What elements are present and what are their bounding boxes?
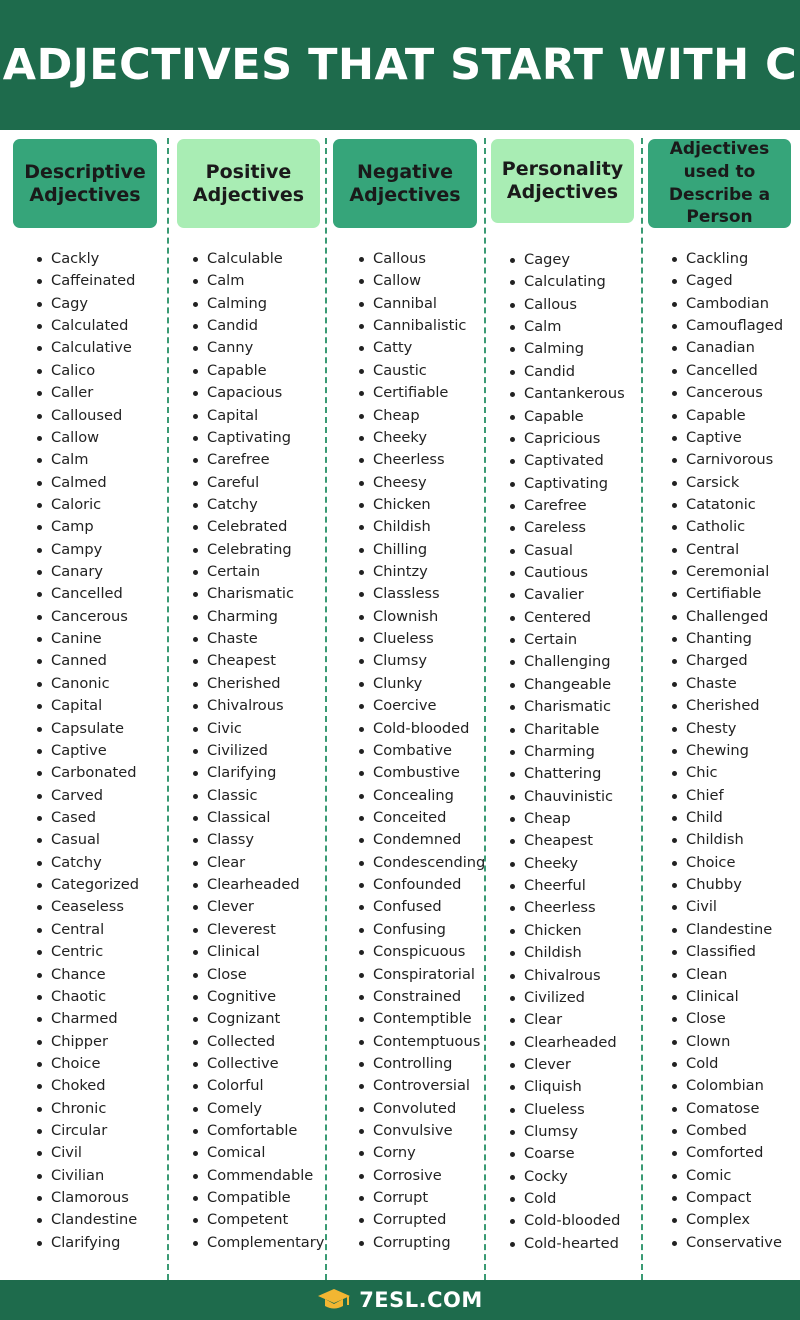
list-item: Canny bbox=[193, 337, 324, 359]
list-item: Certifiable bbox=[672, 583, 783, 605]
list-item: Calming bbox=[193, 293, 324, 315]
list-item: Cognizant bbox=[193, 1008, 324, 1030]
list-item: Candid bbox=[193, 315, 324, 337]
list-item: Casual bbox=[510, 540, 625, 562]
list-item: Capable bbox=[510, 406, 625, 428]
list-item: Combative bbox=[359, 740, 485, 762]
list-item: Ceremonial bbox=[672, 561, 783, 583]
list-item: Canned bbox=[37, 650, 139, 672]
list-item: Comical bbox=[193, 1142, 324, 1164]
list-item: Charitable bbox=[510, 719, 625, 741]
list-item: Chintzy bbox=[359, 561, 485, 583]
list-item: Catholic bbox=[672, 516, 783, 538]
list-item: Careless bbox=[510, 517, 625, 539]
list-item: Calm bbox=[193, 270, 324, 292]
list-item: Chicken bbox=[510, 920, 625, 942]
list-item: Contemptuous bbox=[359, 1031, 485, 1053]
list-item: Charming bbox=[510, 741, 625, 763]
list-item: Cackly bbox=[37, 248, 139, 270]
list-item: Cheeky bbox=[359, 427, 485, 449]
list-item: Catchy bbox=[193, 494, 324, 516]
list-item: Cambodian bbox=[672, 293, 783, 315]
word-columns bbox=[0, 130, 800, 1280]
page-title: ADJECTIVES THAT START WITH C bbox=[2, 40, 798, 90]
list-item: Chivalrous bbox=[510, 965, 625, 987]
list-item: Charismatic bbox=[193, 583, 324, 605]
list-item: Carefree bbox=[510, 495, 625, 517]
list-item: Classic bbox=[193, 785, 324, 807]
list-item: Categorized bbox=[37, 874, 139, 896]
list-item: Convulsive bbox=[359, 1120, 485, 1142]
list-item: Corrupting bbox=[359, 1232, 485, 1254]
list-item: Conceited bbox=[359, 807, 485, 829]
list-item: Chewing bbox=[672, 740, 783, 762]
list-item: Clumsy bbox=[510, 1121, 625, 1143]
list-item: Canine bbox=[37, 628, 139, 650]
list-item: Carved bbox=[37, 785, 139, 807]
list-item: Clownish bbox=[359, 606, 485, 628]
list-item: Compatible bbox=[193, 1187, 324, 1209]
list-item: Canadian bbox=[672, 337, 783, 359]
list-item: Camp bbox=[37, 516, 139, 538]
list-item: Confounded bbox=[359, 874, 485, 896]
list-item: Classy bbox=[193, 829, 324, 851]
list-item: Callous bbox=[359, 248, 485, 270]
list-item: Cocky bbox=[510, 1166, 625, 1188]
list-item: Clarifying bbox=[37, 1232, 139, 1254]
list-item: Cleverest bbox=[193, 919, 324, 941]
list-item: Cancelled bbox=[37, 583, 139, 605]
list-item: Chronic bbox=[37, 1098, 139, 1120]
list-item: Chaste bbox=[193, 628, 324, 650]
list-item: Classical bbox=[193, 807, 324, 829]
list-item: Chicken bbox=[359, 494, 485, 516]
list-item: Callow bbox=[359, 270, 485, 292]
list-item: Calm bbox=[37, 449, 139, 471]
title-banner bbox=[0, 0, 800, 130]
list-item: Changeable bbox=[510, 674, 625, 696]
column-header-descriptive: Descriptive Adjectives bbox=[13, 139, 157, 228]
list-item: Clandestine bbox=[672, 919, 783, 941]
list-item: Clumsy bbox=[359, 650, 485, 672]
list-item: Centered bbox=[510, 607, 625, 629]
list-item: Calculative bbox=[37, 337, 139, 359]
list-item: Centric bbox=[37, 941, 139, 963]
list-item: Cherished bbox=[672, 695, 783, 717]
graduation-cap-icon bbox=[317, 1287, 351, 1313]
list-item: Collected bbox=[193, 1031, 324, 1053]
list-item: Chubby bbox=[672, 874, 783, 896]
list-item: Clueless bbox=[510, 1099, 625, 1121]
list-item: Capable bbox=[672, 405, 783, 427]
list-item: Carnivorous bbox=[672, 449, 783, 471]
list-item: Chivalrous bbox=[193, 695, 324, 717]
list-item: Cheapest bbox=[193, 650, 324, 672]
list-item: Cagy bbox=[37, 293, 139, 315]
list-item: Classless bbox=[359, 583, 485, 605]
list-item: Chesty bbox=[672, 718, 783, 740]
list-item: Chattering bbox=[510, 763, 625, 785]
word-list-person bbox=[672, 248, 783, 1254]
list-item: Central bbox=[672, 539, 783, 561]
footer-banner bbox=[0, 1280, 800, 1320]
list-item: Clown bbox=[672, 1031, 783, 1053]
list-item: Clear bbox=[510, 1009, 625, 1031]
list-item: Cold bbox=[510, 1188, 625, 1210]
list-item: Capital bbox=[193, 405, 324, 427]
list-item: Charged bbox=[672, 650, 783, 672]
list-item: Caustic bbox=[359, 360, 485, 382]
list-item: Certain bbox=[510, 629, 625, 651]
list-item: Conspicuous bbox=[359, 941, 485, 963]
list-item: Chic bbox=[672, 762, 783, 784]
list-item: Chilling bbox=[359, 539, 485, 561]
list-item: Cheap bbox=[510, 808, 625, 830]
list-item: Chief bbox=[672, 785, 783, 807]
list-item: Catchy bbox=[37, 852, 139, 874]
list-item: Camouflaged bbox=[672, 315, 783, 337]
brand-name: 7ESL.COM bbox=[359, 1288, 483, 1312]
list-item: Circular bbox=[37, 1120, 139, 1142]
list-item: Certain bbox=[193, 561, 324, 583]
list-item: Childish bbox=[359, 516, 485, 538]
list-item: Cheap bbox=[359, 405, 485, 427]
list-item: Corrupted bbox=[359, 1209, 485, 1231]
list-item: Childish bbox=[510, 942, 625, 964]
list-item: Clandestine bbox=[37, 1209, 139, 1231]
list-item: Choice bbox=[672, 852, 783, 874]
list-item: Clever bbox=[193, 896, 324, 918]
list-item: Controversial bbox=[359, 1075, 485, 1097]
list-item: Civil bbox=[37, 1142, 139, 1164]
list-item: Clarifying bbox=[193, 762, 324, 784]
list-item: Calmed bbox=[37, 472, 139, 494]
list-item: Clamorous bbox=[37, 1187, 139, 1209]
list-item: Cheeky bbox=[510, 853, 625, 875]
list-item: Competent bbox=[193, 1209, 324, 1231]
list-item: Corny bbox=[359, 1142, 485, 1164]
list-item: Collective bbox=[193, 1053, 324, 1075]
list-item: Complex bbox=[672, 1209, 783, 1231]
list-item: Calm bbox=[510, 316, 625, 338]
list-item: Canonic bbox=[37, 673, 139, 695]
list-item: Clinical bbox=[193, 941, 324, 963]
column-header-negative: Negative Adjectives bbox=[333, 139, 477, 228]
list-item: Cliquish bbox=[510, 1076, 625, 1098]
list-item: Contemptible bbox=[359, 1008, 485, 1030]
list-item: Clearheaded bbox=[193, 874, 324, 896]
list-item: Cognitive bbox=[193, 986, 324, 1008]
list-item: Charmed bbox=[37, 1008, 139, 1030]
list-item: Capsulate bbox=[37, 718, 139, 740]
list-item: Close bbox=[672, 1008, 783, 1030]
list-item: Convoluted bbox=[359, 1098, 485, 1120]
list-item: Captivating bbox=[193, 427, 324, 449]
list-item: Cackling bbox=[672, 248, 783, 270]
column-person bbox=[0, 130, 800, 1280]
list-item: Clear bbox=[193, 852, 324, 874]
list-item: Comfortable bbox=[193, 1120, 324, 1142]
list-item: Chauvinistic bbox=[510, 786, 625, 808]
list-item: Calico bbox=[37, 360, 139, 382]
list-item: Cantankerous bbox=[510, 383, 625, 405]
list-item: Capital bbox=[37, 695, 139, 717]
list-item: Conservative bbox=[672, 1232, 783, 1254]
list-item: Chanting bbox=[672, 628, 783, 650]
list-item: Clean bbox=[672, 964, 783, 986]
list-item: Civilized bbox=[510, 987, 625, 1009]
list-item: Childish bbox=[672, 829, 783, 851]
list-item: Calloused bbox=[37, 405, 139, 427]
list-item: Commendable bbox=[193, 1165, 324, 1187]
list-item: Conspiratorial bbox=[359, 964, 485, 986]
list-item: Compact bbox=[672, 1187, 783, 1209]
list-item: Certifiable bbox=[359, 382, 485, 404]
list-item: Cheesy bbox=[359, 472, 485, 494]
list-item: Challenged bbox=[672, 606, 783, 628]
list-item: Cancerous bbox=[672, 382, 783, 404]
list-item: Campy bbox=[37, 539, 139, 561]
list-item: Cannibalistic bbox=[359, 315, 485, 337]
list-item: Calculating bbox=[510, 271, 625, 293]
list-item: Condescending bbox=[359, 852, 485, 874]
list-item: Capricious bbox=[510, 428, 625, 450]
list-item: Concealing bbox=[359, 785, 485, 807]
list-item: Cancerous bbox=[37, 606, 139, 628]
list-item: Clunky bbox=[359, 673, 485, 695]
list-item: Child bbox=[672, 807, 783, 829]
list-item: Captive bbox=[672, 427, 783, 449]
list-item: Colorful bbox=[193, 1075, 324, 1097]
list-item: Cheapest bbox=[510, 830, 625, 852]
list-item: Civilian bbox=[37, 1165, 139, 1187]
list-item: Captive bbox=[37, 740, 139, 762]
list-item: Carbonated bbox=[37, 762, 139, 784]
list-item: Civic bbox=[193, 718, 324, 740]
list-item: Combustive bbox=[359, 762, 485, 784]
list-item: Comic bbox=[672, 1165, 783, 1187]
list-item: Captivated bbox=[510, 450, 625, 472]
list-item: Caffeinated bbox=[37, 270, 139, 292]
list-item: Cannibal bbox=[359, 293, 485, 315]
list-item: Capacious bbox=[193, 382, 324, 404]
list-item: Chaotic bbox=[37, 986, 139, 1008]
list-item: Cautious bbox=[510, 562, 625, 584]
list-item: Capable bbox=[193, 360, 324, 382]
brand-logo[interactable] bbox=[317, 1287, 483, 1313]
list-item: Civilized bbox=[193, 740, 324, 762]
list-item: Cancelled bbox=[672, 360, 783, 382]
list-item: Calming bbox=[510, 338, 625, 360]
list-item: Cheerless bbox=[359, 449, 485, 471]
column-header-personality: Personality Adjectives bbox=[491, 139, 634, 223]
list-item: Carefree bbox=[193, 449, 324, 471]
list-item: Celebrated bbox=[193, 516, 324, 538]
list-item: Charismatic bbox=[510, 696, 625, 718]
list-item: Callow bbox=[37, 427, 139, 449]
list-item: Complementary bbox=[193, 1232, 324, 1254]
list-item: Coercive bbox=[359, 695, 485, 717]
list-item: Choked bbox=[37, 1075, 139, 1097]
list-item: Clearheaded bbox=[510, 1032, 625, 1054]
list-item: Clever bbox=[510, 1054, 625, 1076]
list-item: Celebrating bbox=[193, 539, 324, 561]
list-item: Chaste bbox=[672, 673, 783, 695]
list-item: Caged bbox=[672, 270, 783, 292]
list-item: Close bbox=[193, 964, 324, 986]
list-item: Cold-blooded bbox=[359, 718, 485, 740]
list-item: Careful bbox=[193, 472, 324, 494]
list-item: Cold-hearted bbox=[510, 1233, 625, 1255]
list-item: Carsick bbox=[672, 472, 783, 494]
list-item: Cavalier bbox=[510, 584, 625, 606]
column-header-person: Adjectives used to Describe a Person bbox=[648, 139, 791, 228]
list-item: Clinical bbox=[672, 986, 783, 1008]
list-item: Constrained bbox=[359, 986, 485, 1008]
list-item: Catty bbox=[359, 337, 485, 359]
list-item: Cold bbox=[672, 1053, 783, 1075]
list-item: Cherished bbox=[193, 673, 324, 695]
list-item: Comatose bbox=[672, 1098, 783, 1120]
list-item: Clueless bbox=[359, 628, 485, 650]
list-item: Cold-blooded bbox=[510, 1210, 625, 1232]
list-item: Condemned bbox=[359, 829, 485, 851]
list-item: Catatonic bbox=[672, 494, 783, 516]
list-item: Central bbox=[37, 919, 139, 941]
list-item: Cagey bbox=[510, 249, 625, 271]
list-item: Casual bbox=[37, 829, 139, 851]
list-item: Chipper bbox=[37, 1031, 139, 1053]
list-item: Corrupt bbox=[359, 1187, 485, 1209]
list-item: Cased bbox=[37, 807, 139, 829]
list-item: Choice bbox=[37, 1053, 139, 1075]
list-item: Challenging bbox=[510, 651, 625, 673]
list-item: Classified bbox=[672, 941, 783, 963]
list-item: Cheerless bbox=[510, 897, 625, 919]
list-item: Combed bbox=[672, 1120, 783, 1142]
list-item: Corrosive bbox=[359, 1165, 485, 1187]
list-item: Candid bbox=[510, 361, 625, 383]
list-item: Caller bbox=[37, 382, 139, 404]
list-item: Cheerful bbox=[510, 875, 625, 897]
list-item: Confused bbox=[359, 896, 485, 918]
list-item: Ceaseless bbox=[37, 896, 139, 918]
list-item: Canary bbox=[37, 561, 139, 583]
list-item: Controlling bbox=[359, 1053, 485, 1075]
list-item: Confusing bbox=[359, 919, 485, 941]
list-item: Civil bbox=[672, 896, 783, 918]
list-item: Colombian bbox=[672, 1075, 783, 1097]
list-item: Comely bbox=[193, 1098, 324, 1120]
list-item: Coarse bbox=[510, 1143, 625, 1165]
list-item: Calculable bbox=[193, 248, 324, 270]
column-header-positive: Positive Adjectives bbox=[177, 139, 320, 228]
list-item: Caloric bbox=[37, 494, 139, 516]
list-item: Chance bbox=[37, 964, 139, 986]
list-item: Captivating bbox=[510, 473, 625, 495]
list-item: Charming bbox=[193, 606, 324, 628]
list-item: Calculated bbox=[37, 315, 139, 337]
list-item: Callous bbox=[510, 294, 625, 316]
list-item: Comforted bbox=[672, 1142, 783, 1164]
